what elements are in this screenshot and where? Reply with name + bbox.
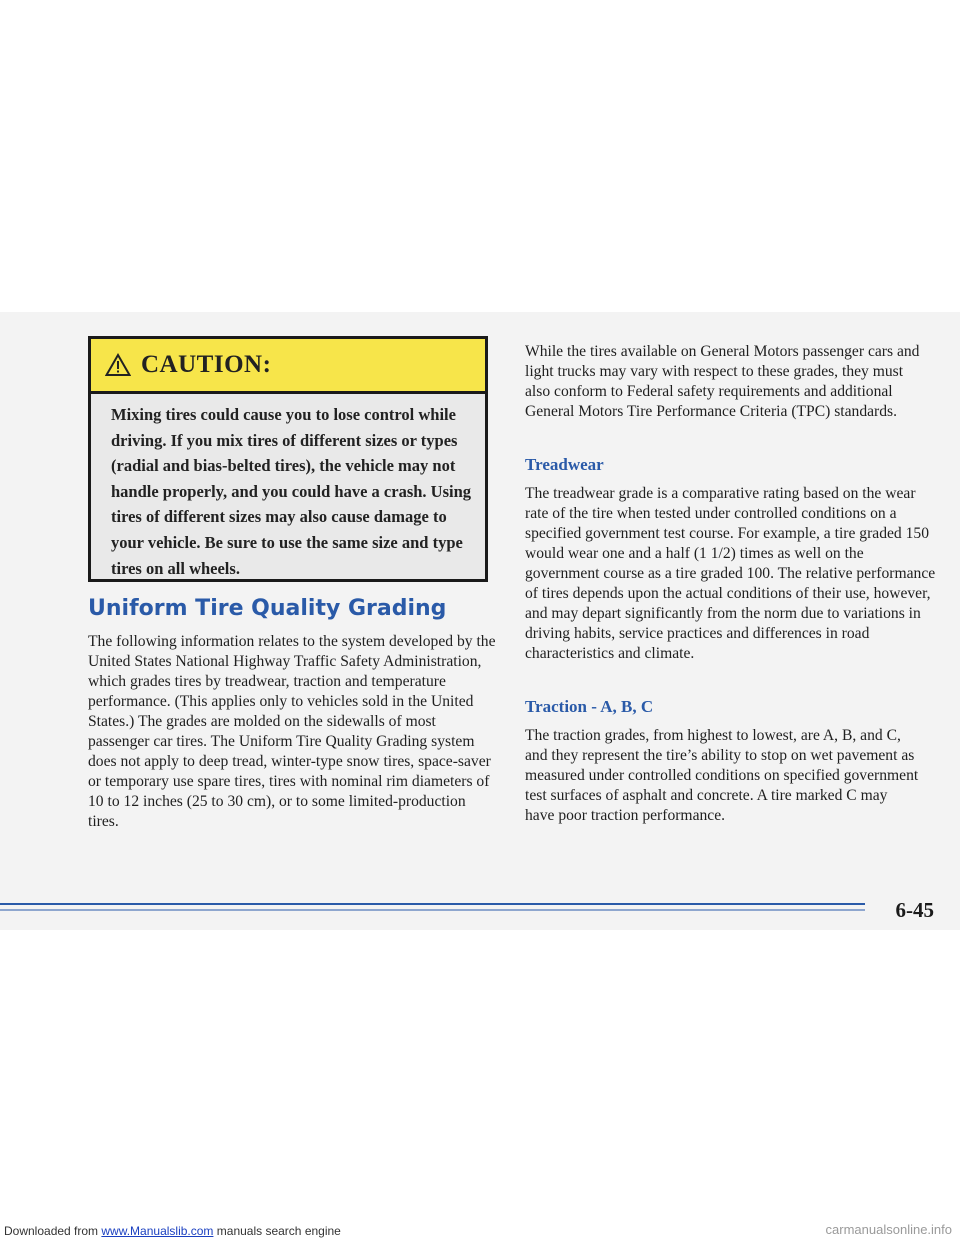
caution-title: CAUTION: [141,351,272,378]
footer-rule [0,890,960,930]
treadwear-heading: Treadwear [525,455,604,474]
caution-text: Mixing tires could cause you to lose control while driving. If you mix tires of different sizes or types (radial and bias-belted tires), the vehicle may not handle properly, and you could have a crash. Using tires of different sizes may also cause damage to your vehicle. Be sure to use the same size and type tires on all wheels. [111,405,472,578]
footer-suffix: manuals search engine [213,1224,341,1238]
traction-heading: Traction - A, B, C [525,697,654,716]
watermark: carmanualsonline.info [825,1222,952,1237]
caution-box [88,336,488,582]
caution-header [91,339,485,394]
warning-triangle-icon [105,353,131,377]
manualslib-link[interactable]: www.Manualslib.com [101,1224,214,1238]
treadwear-paragraph: The treadwear grade is a comparative rating based on the wear rate of the tire when tested under controlled conditions on a specified government test course. For example, a tire graded 150 would wear one and a half (1 1/2) times as well on the government course as a tire graded 100. The relative performance of tires depends upon the actual conditions of their use, however, and may depart significantly from the norm due to variations in driving habits, service practices and differences in road characteristics and climate. [525,485,936,662]
uniform-grading-paragraph: The following information relates to the system developed by the United States National Highway Traffic Safety Administration, which grades tires by treadwear, traction and temperature performance. (This applies only to vehicles sold in the United States.) The grades are molded on the sidewalls of most passenger car tires. The Uniform Tire Quality Grading system does not apply to deep tread, winter-type snow tires, space-saver or temporary use spare tires, tires with nominal rim diameters of 10 to 12 inches (25 to 30 cm), or to some limited-production tires. [88,633,496,830]
traction-paragraph: The traction grades, from highest to lowest, are A, B, and C, and they represent the tire’s ability to stop on wet pavement as measured under controlled conditions on specified government test surfaces of asphalt and concrete. A tire marked C may have poor traction performance. [525,727,919,824]
download-footer [4,1224,341,1238]
intro-paragraph: While the tires available on General Motors passenger cars and light trucks may vary with respect to these grades, they must also conform to Federal safety requirements and additional General Motors Tire Performance Criteria (TPC) standards. [525,343,920,420]
section-heading-uniform-grading: Uniform Tire Quality Grading [88,596,447,621]
page-number: 6-45 [895,898,934,922]
footer-prefix: Downloaded from [4,1224,102,1238]
